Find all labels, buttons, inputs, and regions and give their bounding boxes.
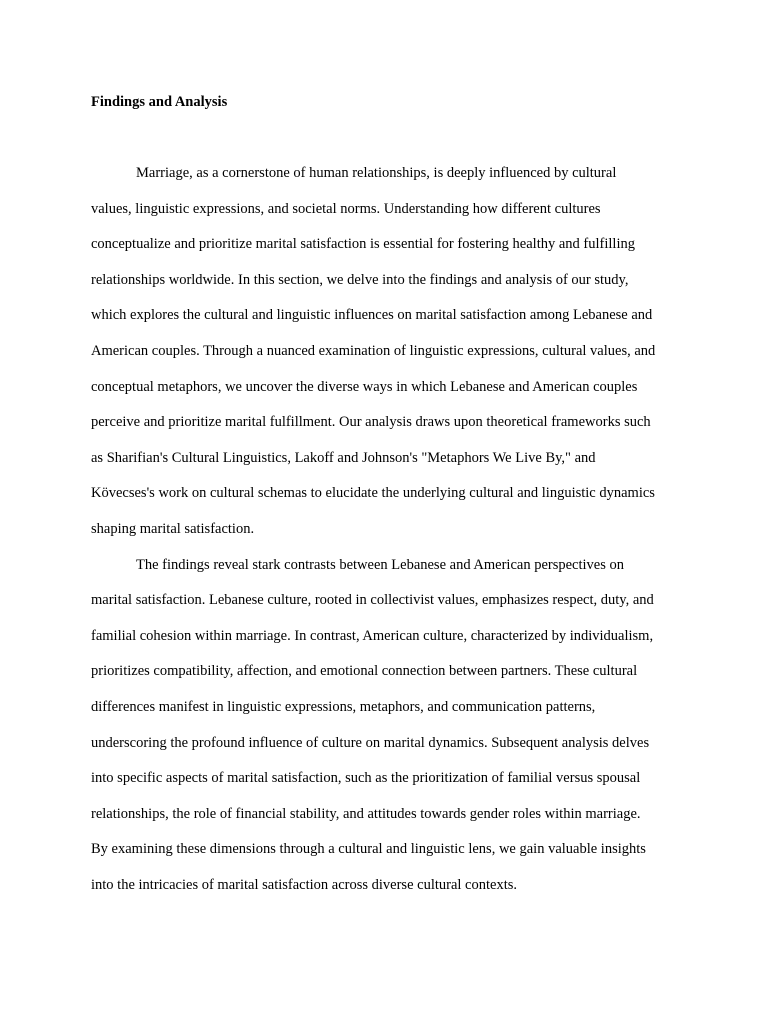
- paragraph-2-line: The findings reveal stark contrasts between Lebanese and American perspectives on: [136, 557, 624, 573]
- paragraph-1-line: perceive and prioritize marital fulfillment. Our analysis draws upon theoretical frameworks such: [91, 414, 651, 430]
- paragraph-1-line: conceptual metaphors, we uncover the diverse ways in which Lebanese and American couples: [91, 379, 638, 395]
- paragraph-2-line: relationships, the role of financial stability, and attitudes towards gender roles within marriage.: [91, 806, 641, 822]
- paragraph-1-line: American couples. Through a nuanced examination of linguistic expressions, cultural values, and: [91, 343, 656, 359]
- paragraph-2-line: into specific aspects of marital satisfaction, such as the prioritization of familial versus spousal: [91, 770, 641, 786]
- paragraph-1-line: which explores the cultural and linguistic influences on marital satisfaction among Lebanese and: [91, 307, 653, 323]
- section-heading: Findings and Analysis: [91, 94, 228, 110]
- paragraph-1-line: conceptualize and prioritize marital satisfaction is essential for fostering healthy and fulfilling: [91, 236, 635, 252]
- paragraph-1-line: Marriage, as a cornerstone of human relationships, is deeply influenced by cultural: [136, 165, 617, 181]
- paragraph-2-line: underscoring the profound influence of culture on marital dynamics. Subsequent analysis delves: [91, 735, 650, 751]
- paragraph-1-line: values, linguistic expressions, and societal norms. Understanding how different cultures: [91, 201, 601, 217]
- paragraph-2-line: By examining these dimensions through a cultural and linguistic lens, we gain valuable insights: [91, 841, 646, 857]
- paragraph-2-line: marital satisfaction. Lebanese culture, rooted in collectivist values, emphasizes respect, duty, and: [91, 592, 654, 608]
- paragraph-2-line: into the intricacies of marital satisfaction across diverse cultural contexts.: [91, 877, 517, 893]
- paragraph-1-line: Kövecses's work on cultural schemas to elucidate the underlying cultural and linguistic dynamics: [91, 485, 655, 501]
- paragraph-2-line: familial cohesion within marriage. In contrast, American culture, characterized by individualism,: [91, 628, 654, 644]
- paragraph-1-line: shaping marital satisfaction.: [91, 521, 255, 537]
- paragraph-1-line: as Sharifian's Cultural Linguistics, Lakoff and Johnson's "Metaphors We Live By," and: [91, 450, 596, 466]
- paragraph-2-line: prioritizes compatibility, affection, and emotional connection between partners. These cultural: [91, 663, 638, 679]
- paragraph-1-line: relationships worldwide. In this section, we delve into the findings and analysis of our study,: [91, 272, 629, 288]
- paragraph-2-line: differences manifest in linguistic expressions, metaphors, and communication patterns,: [91, 699, 596, 715]
